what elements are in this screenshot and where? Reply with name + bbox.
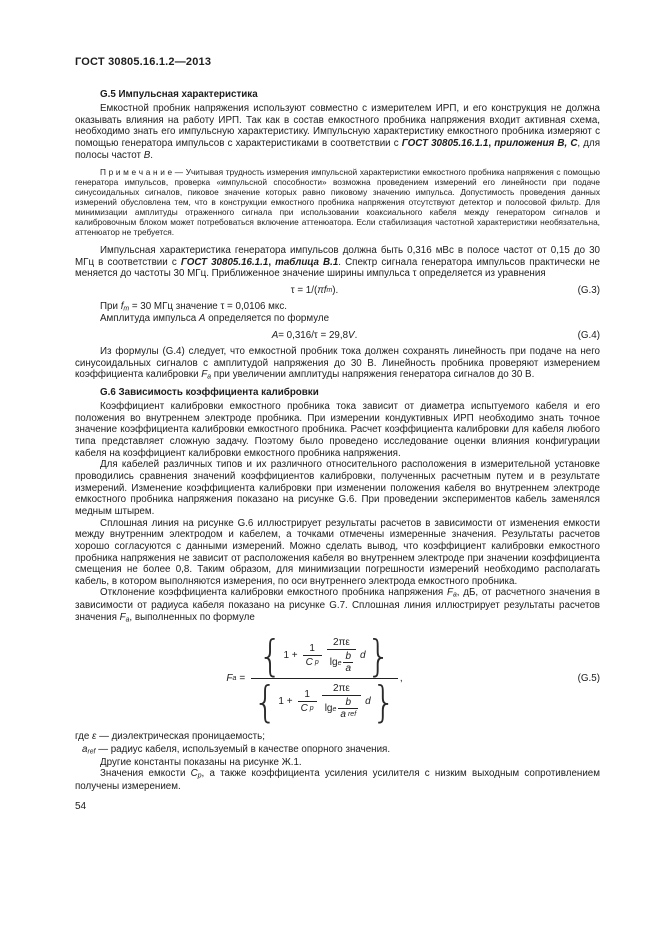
equation-g5-comma: , (399, 673, 403, 685)
paragraph-deviation-g7: Отклонение коэффициента калибровки емкостного пробника напряжения Fa, дБ, от расчетного значения в зависимости от радиуса кабеля показано на рисунке G.7. Сплошная линия иллюстрирует результаты расчетов значения Fa, выполненных по формуле (75, 587, 600, 624)
paragraph-other-constants: Другие константы показаны на рисунке Ж.1. (100, 756, 302, 768)
page-header: ГОСТ 30805.16.1.2—2013 (75, 56, 212, 68)
paragraph-impulse-spec: Импульсная характеристика генератора импульсов должна быть 0,316 мВс в полосе частот от 0,15 до 30 МГц в соответствии с ГОСТ 30805.16.1.1, таблица В.1. Спектр сигнала генератора импульсов практически не меняется до частоты 30 МГц. Приближенное значение ширины импульса τ определяется из уравнения (75, 244, 601, 280)
section-heading-g6: G.6 Зависимость коэффициента калибровки (100, 387, 319, 399)
equation-g5-label: (G.5) (577, 673, 600, 685)
equation-g4 (75, 330, 600, 341)
equation-g5 (75, 631, 600, 727)
close-brace: } (371, 677, 396, 727)
fraction-2pieps-over-lg: 2πε lg e $\frac{b}{a}$ (327, 637, 356, 674)
fraction-one-over-cp: 1 C p (298, 689, 317, 714)
where-clause-aref: aref — радиус кабеля, используемый в качестве опорного значения. (82, 743, 391, 756)
equation-g3-label: (G.3) (577, 284, 600, 296)
equation-g3-body: τ = 1/( πf m ). (290, 284, 339, 296)
paragraph-calibration-coeff: Коэффициент калибровки емкостного пробника тока зависит от диаметра испытуемого кабеля и его положения во внутреннем электроде пробника. При измерении кондуктивных ИРП необходимо знать точное значение коэффициента калибровки емкостного пробника. Расчет коэффициента калибровки для кабеля любого типа представляет сложную задачу. Поэтому было проведено исследование оценки влияния конфигурации кабеля на коэффициент калибровки емкостного пробника напряжения. (75, 400, 600, 459)
where-clause-epsilon: где ε — диэлектрическая проницаемость; (75, 731, 265, 743)
open-brace: { (258, 631, 283, 681)
equation-g5-lhs: F a = (226, 673, 246, 685)
note-paragraph: П р и м е ч а н и е — Учитывая трудность измерения импульсной характеристики емкостного пробника напряжения с помощью генератора импульсов, проверка «импульсной способности» возможна проведением измерений его линейности при подаче синусоидальных сигналов, пиковое значение которых равно пиковому значению импульса. Допустимость проведения данных измерений обусловлена тем, что в конструкции емкостного пробника напряжения отсутствуют детектор и полосовой фильтр. Для минимизации амплитуды отраженного сигнала при использовании коаксиального кабеля между генератором сигналов и калибровочным блоком может потребоваться включение аттенюатора. Если стабилизация частотной характеристики необязательна, аттенюатор не требуется. (75, 167, 600, 237)
paragraph-linearity: Из формулы (G.4) следует, что емкостной пробник тока должен сохранять линейность при подаче на него синусоидальных сигналов с амплитудой напряжения до 30 В. Линейность пробника проверяют измерением коэффициента калибровки Fa при увеличении амплитуды напряжения генератора сигналов до 30 В. (75, 346, 600, 381)
equation-g5-numerator: { 1 + 1 C p 2πε lg e $\frac{b}{a}$ d } (258, 631, 391, 681)
page-number: 54 (75, 800, 87, 812)
paragraph-cp-values: Значения емкости Cp, а также коэффициента усиления усилителя с низким выходным сопротивлением получены измерением. (75, 768, 600, 792)
equation-g4-body: A = 0,316/τ = 29,8 V . (271, 330, 358, 342)
fraction-2pieps-over-lg-ref: 2πε lg e b a ref (322, 683, 361, 720)
equation-g3 (75, 285, 600, 296)
close-brace: } (366, 631, 391, 681)
section-heading-g5: G.5 Импульсная характеристика (100, 89, 258, 100)
equation-g5-main-fraction (251, 631, 398, 727)
paragraph-solid-line-g6: Сплошная линия на рисунке G.6 иллюстрирует результаты расчетов в зависимости от изменения емкости между внутренним электродом и кабелем, а точками отмечены измеренные значения. Результаты расчетов хорошо согласуются с данными измерений. Можно сделать вывод, что коэффициент калибровки емкостного пробника напряжения не зависит от расположения кабеля во внутреннем электроде при значении коэффициента смещения не более 0,8. Таким образом, для минимизации погрешности измерений необходимо располагать кабель, в котором выполняются измерения, по оси внутреннего электрода емкостного пробника. (75, 517, 600, 587)
fraction-one-over-cp: 1 C p (303, 643, 322, 668)
open-brace: { (253, 677, 278, 727)
paragraph-amplitude: Амплитуда импульса А определяется по формуле (100, 313, 330, 325)
paragraph-g5-intro: Емкостной пробник напряжения используют совместно с измерителем ИРП, и его конструкция не должна оказывать влияния на работу ИРП. Так как в состав емкостного пробника напряжения входит активная схема, необходимо знать его импульсную характеристику. Импульсную характеристику емкостного пробника измеряют с помощью генератора импульсов с характеристиками в соответствии с ГОСТ 30805.16.1.1, приложения В, С, для полосы частот В. (75, 102, 601, 161)
equation-g4-label: (G.4) (577, 330, 600, 342)
fraction-b-over-aref: b a ref (340, 697, 357, 721)
paragraph-cable-types: Для кабелей различных типов и их различного относительного расположения в измерительной установке проводились сравнения значений коэффициентов калибровки, полученных расчетным путем и в результате измерений. Изменение коэффициента калибровки при изменении положения кабеля во внутреннем электроде емкостного пробника напряжения показано на рисунке G.6. При проведении экспериментов кабель заменялся медным штырем. (75, 459, 600, 517)
paragraph-fm-value: При fm = 30 МГц значение τ = 0,0106 мкс. (100, 300, 287, 313)
fraction-b-over-a: $\frac{b}{a}$ (345, 651, 352, 675)
equation-g5-denominator: { 1 + 1 C p 2πε lg e b a ref d } (253, 677, 396, 727)
equation-g5-body (75, 631, 554, 727)
